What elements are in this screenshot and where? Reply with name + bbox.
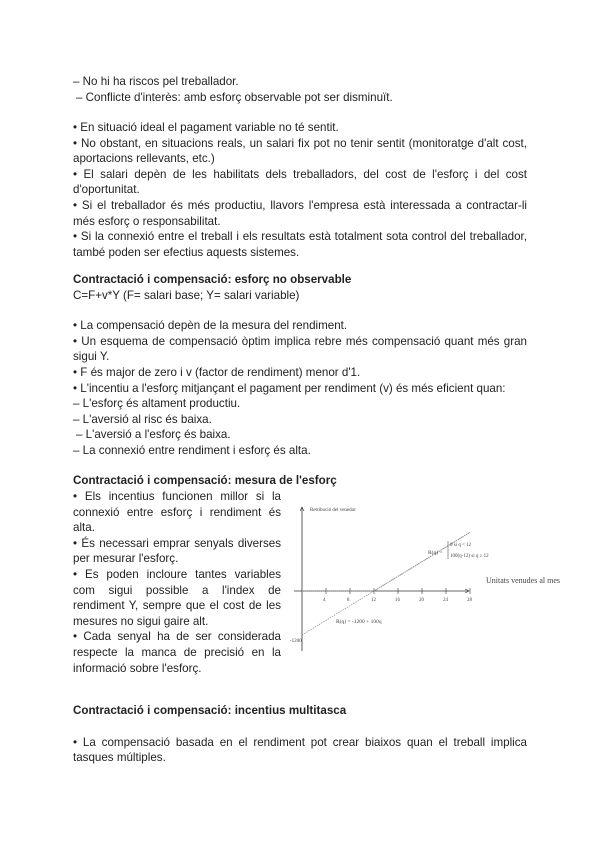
list-item: • Un esquema de compensació òptim implica rebre més compensació quant més gran sigui Y. [73,334,527,364]
section-mesura-list [73,489,281,676]
list-item: • Es poden incloure tantes variables com sigui possible a l'index de rendiment Y, sempre que el cost de les mesures no sigui gaire alt. [73,567,281,628]
x-tick-label: 4 [323,598,326,603]
list-item: • Si la connexió entre el treball i els resultats està totalment sota control del treballador, també poden ser efectius aquests sistemes. [73,230,527,259]
y-axis-label: Retribució del venedor [310,508,356,513]
list-item: – L'esforç és altament productiu. [73,397,241,411]
line-equation: R(q) = -1200 + 100q [336,619,382,625]
piecewise-case-2: 100(q-12) si q ≥ 12 [450,554,489,559]
list-item: – L'aversió a l'esforç és baixa. [76,428,231,442]
intro-list [73,74,527,105]
list-item: – No hi ha riscos pel treballador. [73,75,239,88]
section-mesura-heading [73,473,527,489]
x-tick-label: 12 [371,598,376,603]
section-esforc-no-observable [73,272,527,459]
x-tick-label: 16 [395,598,400,603]
series-piecewise-line [302,532,470,591]
section-multitasca [73,703,527,766]
list-item: • Cada senyal ha de ser considerada respecte la manca de precisió en la informació sobre l'esforç. [73,630,281,675]
list-item: – Conflicte d'interès: amb esforç observable pot ser disminuït. [76,90,393,104]
list-item: • Si el treballador és més productiu, llavors l'empresa està interessada a contractar-li més esforç o responsabilitat. [73,198,527,228]
list-item: • En situació ideal el pagament variable no té sentit. [73,121,339,134]
piecewise-case-1: 0 si q < 12 [450,543,472,548]
list-item: • El salari depèn de les habilitats dels treballadors, del cost de l'esforç i del cost d'oportunitat. [73,167,527,197]
list-item: • Els incentius funcionen millor si la connexió entre esforç i rendiment és alta. [73,490,281,535]
section-heading: Contractació i compensació: mesura de l'esforç [73,474,337,487]
list-item: • F és major de zero i v (factor de rendiment) menor d'1. [73,365,361,379]
y-tick-label: -1200 [290,639,302,644]
x-tick-label: 20 [419,598,424,603]
retribution-chart [290,495,525,685]
list-item: • No obstant, en situacions reals, un salari fix pot no tenir sentit (monitoratge d'alt cost, aportacions rellevants, etc.) [73,136,527,166]
x-tick-label: 8 [347,598,350,603]
bullets-list [73,120,527,260]
x-tick-label: 28 [467,598,472,603]
x-tick-label: 24 [443,598,448,603]
section-heading: Contractació i compensació: esforç no observable [73,273,352,286]
x-axis-label: Unitats venudes al mes [486,576,560,585]
piecewise-label: R(q) = [428,550,443,556]
list-item: • La compensació basada en el rendiment pot crear biaixos quan el treball implica tasques múltiples. [73,735,527,765]
list-item: • És necessari emprar senyals diverses per mesurar l'esforç. [73,536,281,566]
list-item: – L'aversió al risc és baixa. [73,412,212,426]
list-item: • L'incentiu a l'esforç mitjançant el pagament per rendiment (v) és més eficient quan: [73,381,506,395]
list-item: – La connexió entre rendiment i esforç és alta. [73,443,311,457]
formula: C=F+v*Y (F= salari base; Y= salari variable) [73,288,300,302]
section-heading: Contractació i compensació: incentius multitasca [73,704,347,717]
list-item: • La compensació depèn de la mesura del rendiment. [73,319,348,333]
